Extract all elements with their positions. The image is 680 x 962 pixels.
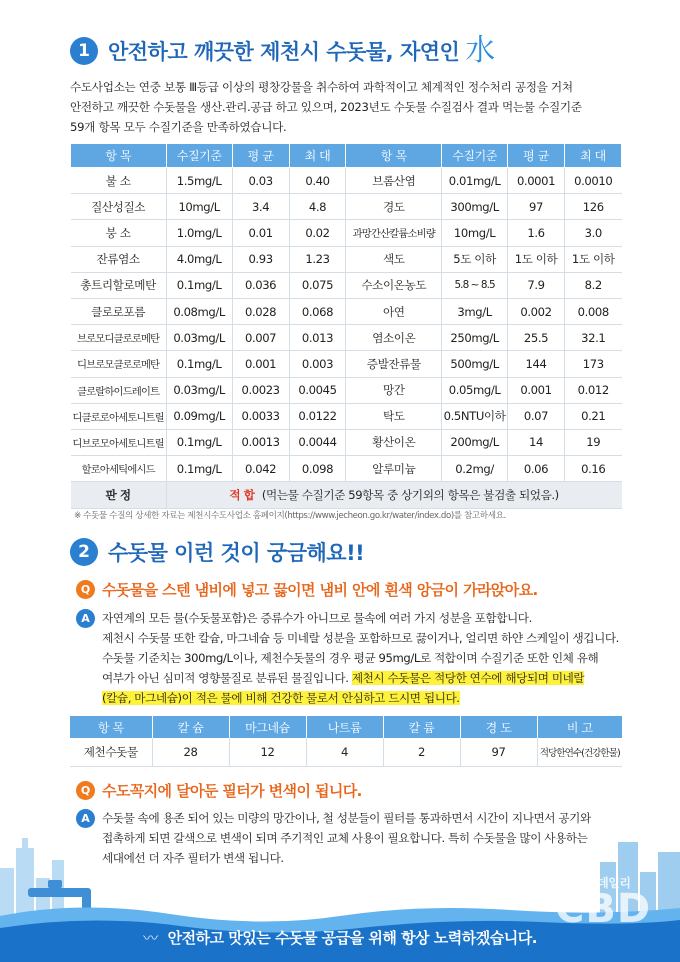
column-header: 평 균 <box>232 144 289 168</box>
answer-line <box>102 688 627 708</box>
table-cell: 0.16 <box>564 456 621 482</box>
table-cell: 1.23 <box>289 246 346 272</box>
table-cell: 적당한연수(건강한물) <box>537 738 622 766</box>
table-cell: 탁도 <box>346 403 442 429</box>
table-cell: 0.0010 <box>564 168 621 194</box>
table-row <box>71 168 622 194</box>
footer-slogan <box>0 927 680 948</box>
column-header: 수질기준 <box>166 144 232 168</box>
watermark-brand: 충북데일리 <box>575 876 631 890</box>
table-cell: 28 <box>152 738 229 766</box>
table-cell: 0.01mg/L <box>442 168 508 194</box>
table-cell: 300mg/L <box>442 194 508 220</box>
table-cell: 4.8 <box>289 194 346 220</box>
table-row <box>71 351 622 377</box>
column-header: 평 균 <box>508 144 565 168</box>
section1-number-badge: 1 <box>70 37 98 65</box>
table-cell: 173 <box>564 351 621 377</box>
table-cell: 12 <box>229 738 306 766</box>
answer-badge: A <box>76 609 95 628</box>
table-cell: 0.013 <box>289 325 346 351</box>
table-cell: 망간 <box>346 377 442 403</box>
table-cell: 0.0122 <box>289 403 346 429</box>
answer-highlight: 제천시 수돗물은 적당한 연수에 해당되며 미네랄 <box>351 671 585 685</box>
water-quality-table <box>70 143 622 509</box>
table-cell: 5.8 ~ 8.5 <box>442 272 508 298</box>
table-cell: 0.07 <box>508 403 565 429</box>
question-2 <box>76 780 362 801</box>
column-header: 항 목 <box>71 144 167 168</box>
column-header: 최 대 <box>289 144 346 168</box>
table-cell: 0.1mg/L <box>166 351 232 377</box>
table-cell: 브롬산염 <box>346 168 442 194</box>
table-cell: 0.028 <box>232 298 289 324</box>
table-cell: 0.05mg/L <box>442 377 508 403</box>
question-2-text: 수도꼭지에 달아둔 필터가 변색이 됩니다. <box>102 782 362 800</box>
intro-line: 59개 항목 모두 수질기준을 만족하였습니다. <box>70 120 287 134</box>
column-header: 수질기준 <box>442 144 508 168</box>
table-cell: 색도 <box>346 246 442 272</box>
verdict-result: 적 합 <box>229 488 255 503</box>
table-cell: 0.075 <box>289 272 346 298</box>
table-cell: 10mg/L <box>166 194 232 220</box>
table-cell: 디브로모아세토니트릴 <box>71 429 167 455</box>
column-header: 항 목 <box>346 144 442 168</box>
answer-line: 세대에선 더 자주 필터가 변색 됩니다. <box>102 851 284 865</box>
answer-highlight: (칼슘, 마그네슘)이 적은 물에 비해 건강한 물로서 안심하고 드시면 됩니다. <box>102 691 460 705</box>
table-cell: 0.0013 <box>232 429 289 455</box>
answer-line <box>102 668 627 688</box>
table-cell: 0.08mg/L <box>166 298 232 324</box>
answer-line: 접촉하게 되면 갈색으로 변색이 되며 주기적인 교체 사용이 필요합니다. 특히 수돗물을 많이 사용하는 <box>102 831 588 845</box>
table-cell: 0.068 <box>289 298 346 324</box>
table-row <box>71 298 622 324</box>
table-cell: 0.0044 <box>289 429 346 455</box>
table-header-row <box>71 144 622 168</box>
section2-title: 수돗물 이런 것이 궁금해요!! <box>108 541 365 565</box>
table-cell: 0.5NTU이하 <box>442 403 508 429</box>
intro-line: 안전하고 깨끗한 수돗물을 생산.관리.공급 하고 있으며, 2023년도 수돗물 수질검사 결과 먹는물 수질기준 <box>70 100 582 114</box>
footer-slogan-text: 안전하고 맛있는 수돗물 공급을 위해 항상 노력하겠습니다. <box>167 929 537 947</box>
table-cell: 32.1 <box>564 325 621 351</box>
table-cell: 클로로포름 <box>71 298 167 324</box>
intro-line: 수도사업소는 연중 보통 Ⅲ등급 이상의 평창강물을 취수하여 과학적이고 체계적인 정수처리 공정을 거쳐 <box>70 80 573 94</box>
table-cell: 아연 <box>346 298 442 324</box>
table-cell: 0.1mg/L <box>166 456 232 482</box>
table-cell: 0.03 <box>232 168 289 194</box>
table-cell: 0.036 <box>232 272 289 298</box>
table-cell: 2 <box>383 738 460 766</box>
table-cell: 브로모디클로로메탄 <box>71 325 167 351</box>
table-cell: 염소이온 <box>346 325 442 351</box>
table-cell: 0.002 <box>508 298 565 324</box>
table-cell: 경도 <box>346 194 442 220</box>
section2-number-badge: 2 <box>70 538 98 566</box>
table-row <box>71 272 622 298</box>
table-cell: 0.2mg/ <box>442 456 508 482</box>
table-row <box>71 194 622 220</box>
table-cell: 0.0045 <box>289 377 346 403</box>
verdict-label: 판 정 <box>71 482 167 509</box>
table-cell: 0.03mg/L <box>166 325 232 351</box>
mineral-table <box>70 716 622 767</box>
table-cell: 클로랄하이드레이트 <box>71 377 167 403</box>
column-header: 경 도 <box>460 716 537 738</box>
table-cell: 0.0023 <box>232 377 289 403</box>
table-cell: 0.042 <box>232 456 289 482</box>
table-cell: 97 <box>460 738 537 766</box>
table-cell: 4 <box>306 738 383 766</box>
table-cell: 0.1mg/L <box>166 429 232 455</box>
table-cell: 3.4 <box>232 194 289 220</box>
table-cell: 0.007 <box>232 325 289 351</box>
table-cell: 0.03mg/L <box>166 377 232 403</box>
question-1 <box>76 579 538 600</box>
table-row <box>71 325 622 351</box>
column-header: 나트륨 <box>306 716 383 738</box>
question-badge: Q <box>76 781 95 800</box>
table-cell: 0.21 <box>564 403 621 429</box>
table-cell: 97 <box>508 194 565 220</box>
answer-1-text <box>102 608 627 708</box>
verdict-row <box>71 482 622 509</box>
table-cell: 1.6 <box>508 220 565 246</box>
section1-heading <box>70 33 496 68</box>
table-cell: 3.0 <box>564 220 621 246</box>
table-cell: 황산이온 <box>346 429 442 455</box>
column-header: 칼 슘 <box>152 716 229 738</box>
table-cell: 200mg/L <box>442 429 508 455</box>
column-header: 칼 륨 <box>383 716 460 738</box>
table-cell: 0.1mg/L <box>166 272 232 298</box>
answer-1 <box>76 608 627 708</box>
table-row <box>71 246 622 272</box>
table-header-row <box>70 716 622 738</box>
verdict-note: (먹는물 수질기준 59항목 중 상기외의 항목은 불검출 되었음.) <box>261 488 559 503</box>
table-cell: 0.93 <box>232 246 289 272</box>
table-cell: 19 <box>564 429 621 455</box>
answer-line: 수돗물 기준치는 300mg/L이나, 제천수돗물의 경우 평균 95mg/L로 적합이며 수질기준 또한 인체 유해 <box>102 651 599 665</box>
table-cell: 3mg/L <box>442 298 508 324</box>
table-cell: 8.2 <box>564 272 621 298</box>
table-cell: 0.06 <box>508 456 565 482</box>
column-header: 항 목 <box>70 716 152 738</box>
watermark-logo: CBD <box>555 886 652 932</box>
table-cell: 잔류염소 <box>71 246 167 272</box>
question-badge: Q <box>76 580 95 599</box>
table-cell: 질산성질소 <box>71 194 167 220</box>
table-cell: 0.098 <box>289 456 346 482</box>
table-cell: 0.001 <box>508 377 565 403</box>
table-row <box>71 429 622 455</box>
table-cell: 0.09mg/L <box>166 403 232 429</box>
table-cell: 0.008 <box>564 298 621 324</box>
table-cell: 0.0033 <box>232 403 289 429</box>
question-1-text: 수돗물을 스텐 냄비에 넣고 끓이면 냄비 안에 흰색 앙금이 가라앉아요. <box>102 581 538 599</box>
table-row <box>70 738 622 766</box>
section2-heading <box>70 537 364 567</box>
table-cell: 1도 이하 <box>508 246 565 272</box>
column-header: 비 고 <box>537 716 622 738</box>
table-cell: 할로아세틱에시드 <box>71 456 167 482</box>
table-row <box>71 220 622 246</box>
table-cell: 0.001 <box>232 351 289 377</box>
table-cell: 7.9 <box>508 272 565 298</box>
answer-line: 제천시 수돗물 또한 칼슘, 마그네슘 등 미네랄 성분을 포함하므로 끓이거나, 얼리면 하얀 스케일이 생깁니다. <box>102 631 619 645</box>
table-cell: 5도 이하 <box>442 246 508 272</box>
table-cell: 10mg/L <box>442 220 508 246</box>
table-cell: 1.0mg/L <box>166 220 232 246</box>
section1-title-accent: 水 <box>465 33 496 68</box>
table-cell: 0.01 <box>232 220 289 246</box>
column-header: 마그네슘 <box>229 716 306 738</box>
table-cell: 4.0mg/L <box>166 246 232 272</box>
section1-title: 안전하고 깨끗한 제천시 수돗물, 자연인 <box>108 40 460 64</box>
answer-line-text: 여부가 아닌 심미적 영향물질로 분류된 물질입니다. <box>102 671 349 685</box>
table-cell: 0.02 <box>289 220 346 246</box>
footnote: ※ 수돗물 수질의 상세한 자료는 제천시수도사업소 홈페이지(https://www.jecheon.go.kr/water/index.do)를 참고하세요. <box>74 511 506 521</box>
table-cell: 14 <box>508 429 565 455</box>
verdict-cell <box>166 482 621 509</box>
table-cell: 250mg/L <box>442 325 508 351</box>
table-cell: 증발잔류물 <box>346 351 442 377</box>
table-cell: 0.40 <box>289 168 346 194</box>
table-cell: 126 <box>564 194 621 220</box>
table-cell: 144 <box>508 351 565 377</box>
table-cell: 불 소 <box>71 168 167 194</box>
table-cell: 총트리할로메탄 <box>71 272 167 298</box>
answer-line: 수돗물 속에 용존 되어 있는 미량의 망간이나, 철 성분들이 필터를 통과하면서 시간이 지나면서 공기와 <box>102 811 591 825</box>
table-row <box>71 456 622 482</box>
table-row <box>71 403 622 429</box>
table-cell: 알루미늄 <box>346 456 442 482</box>
table-cell: 0.012 <box>564 377 621 403</box>
answer-badge: A <box>76 809 95 828</box>
table-cell: 디클로로아세토니트릴 <box>71 403 167 429</box>
answer-line: 자연계의 모든 물(수돗물포함)은 증류수가 아니므로 물속에 여러 가지 성분을 포함합니다. <box>102 611 532 625</box>
column-header: 최 대 <box>564 144 621 168</box>
table-cell: 500mg/L <box>442 351 508 377</box>
table-cell: 1도 이하 <box>564 246 621 272</box>
table-row <box>71 377 622 403</box>
table-cell: 25.5 <box>508 325 565 351</box>
table-cell: 0.0001 <box>508 168 565 194</box>
table-cell: 디브로모클로로메탄 <box>71 351 167 377</box>
table-cell: 1.5mg/L <box>166 168 232 194</box>
wave-icon: 〰 <box>143 929 158 947</box>
table-cell: 제천수돗물 <box>70 738 152 766</box>
table-cell: 수소이온농도 <box>346 272 442 298</box>
table-cell: 0.003 <box>289 351 346 377</box>
table-cell: 과망간산칼륨소비량 <box>346 220 442 246</box>
table-cell: 붕 소 <box>71 220 167 246</box>
section1-intro <box>70 77 625 137</box>
